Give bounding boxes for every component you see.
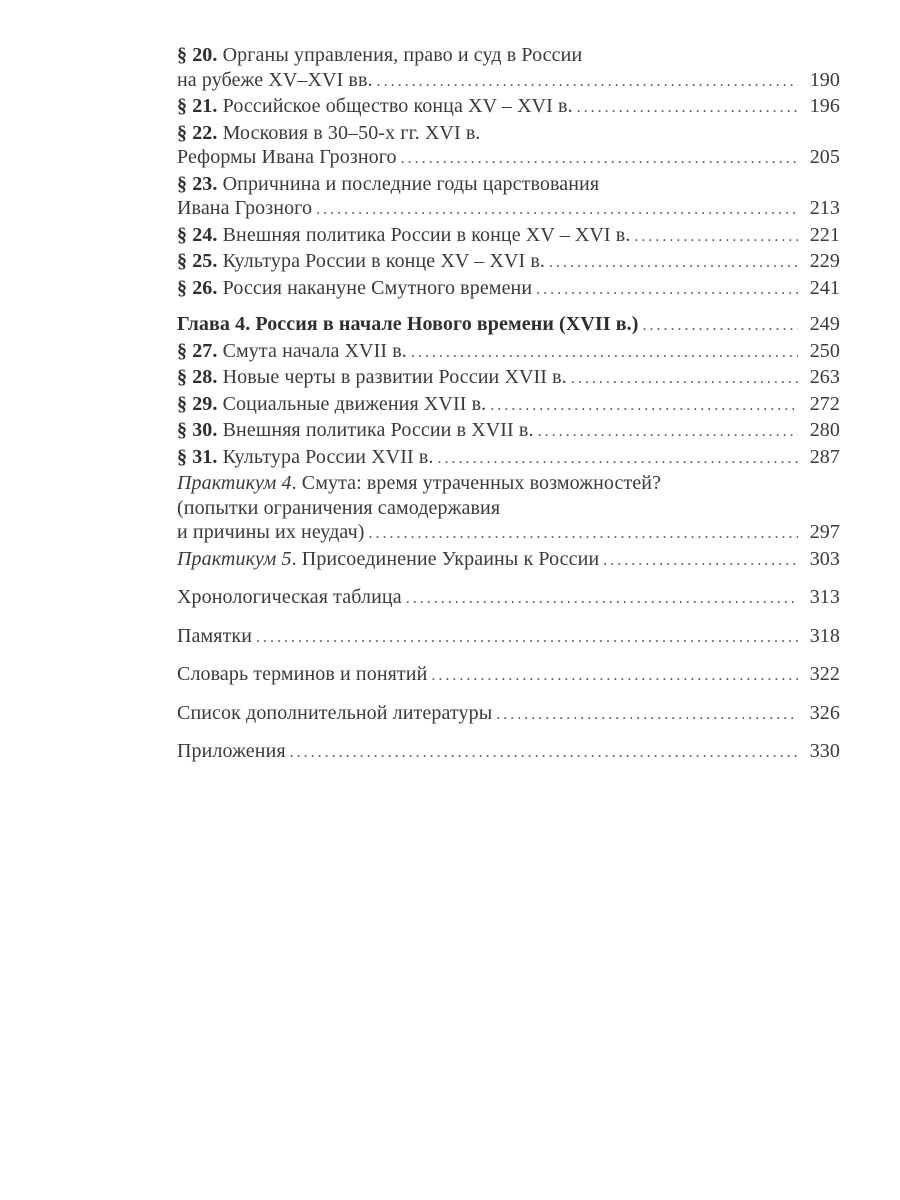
chapter-title: Глава 4. Россия в начале Нового времени (XVII в.): [177, 313, 639, 335]
leader-dots: [634, 225, 798, 250]
table-of-contents: [177, 43, 840, 766]
page-number: 280: [809, 419, 840, 441]
toc-entry-20[interactable]: [177, 43, 840, 94]
entry-title: Социальные движения XVII в.: [222, 392, 487, 415]
entry-title: Памятки: [177, 624, 253, 647]
practicum-label: Практикум 5: [177, 547, 292, 570]
leader-dots: [411, 341, 798, 366]
page-number: 190: [809, 68, 840, 91]
section-number: § 22.: [177, 121, 218, 144]
toc-appendix-memos[interactable]: [177, 624, 840, 651]
leader-dots: [290, 741, 798, 766]
leader-dots: [438, 447, 799, 472]
toc-entry-31[interactable]: [177, 445, 840, 472]
page-number: 322: [809, 663, 840, 685]
page-number: 287: [809, 445, 840, 468]
leader-dots: [643, 314, 798, 339]
page-number: 303: [809, 547, 840, 570]
page-number: 326: [809, 701, 840, 724]
entry-title-cont: Реформы Ивана Грозного: [177, 146, 397, 168]
leader-dots: [536, 278, 798, 303]
toc-appendix-attachments[interactable]: [177, 739, 840, 766]
leader-dots: [571, 367, 798, 392]
section-number: § 24.: [177, 223, 218, 246]
entry-title-cont: и причины их неудач): [177, 521, 365, 543]
entry-title: Опричнина и последние годы царствования: [222, 172, 600, 195]
section-number: § 31.: [177, 445, 218, 468]
entry-title: Культура России в конце XV – XVI в.: [222, 250, 545, 272]
entry-title: . Присоединение Украины к России: [291, 547, 600, 570]
toc-entry-26[interactable]: [177, 276, 840, 303]
toc-entry-25[interactable]: [177, 249, 840, 276]
leader-dots: [549, 251, 798, 276]
section-number: § 23.: [177, 172, 218, 195]
page-number: 250: [809, 339, 840, 362]
toc-entry-24[interactable]: [177, 223, 840, 250]
leader-dots: [538, 420, 798, 445]
toc-entry-30[interactable]: [177, 418, 840, 445]
section-number: § 29.: [177, 392, 218, 415]
entry-title-cont: на рубеже XV–XVI вв.: [177, 68, 373, 91]
page-number: 330: [809, 740, 840, 762]
page-number: 196: [809, 95, 840, 117]
section-number: § 25.: [177, 250, 218, 272]
section-number: § 21.: [177, 95, 218, 117]
toc-practicum-4[interactable]: [177, 471, 840, 547]
page-number: 318: [809, 624, 840, 647]
section-number: § 20.: [177, 44, 218, 66]
practicum-label: Практикум 4: [177, 472, 292, 494]
entry-title: Смута начала XVII в.: [222, 339, 407, 362]
entry-title: Российское общество конца XV – XVI в.: [222, 95, 573, 117]
entry-title: Словарь терминов и понятий: [177, 663, 428, 685]
toc-appendix-chronology[interactable]: [177, 585, 840, 612]
page-number: 229: [809, 250, 840, 272]
page-number: 313: [809, 586, 840, 608]
page-number: 297: [809, 521, 840, 543]
entry-title: Внешняя политика России в XVII в.: [222, 419, 534, 441]
page-number: 213: [809, 197, 840, 219]
entry-title: Приложения: [177, 740, 286, 762]
toc-chapter-4[interactable]: [177, 312, 840, 339]
page-number: 249: [809, 313, 840, 335]
section-number: § 27.: [177, 339, 218, 362]
leader-dots: [316, 198, 798, 223]
section-number: § 26.: [177, 276, 218, 299]
section-number: § 28.: [177, 366, 218, 388]
toc-entry-27[interactable]: [177, 339, 840, 366]
entry-title: Органы управления, право и суд в России: [222, 44, 583, 66]
toc-entry-29[interactable]: [177, 392, 840, 419]
leader-dots: [369, 522, 798, 547]
entry-title: Культура России XVII в.: [222, 445, 434, 468]
toc-entry-21[interactable]: [177, 94, 840, 121]
leader-dots: [431, 664, 798, 689]
toc-practicum-5[interactable]: [177, 547, 840, 574]
leader-dots: [377, 70, 798, 95]
leader-dots: [490, 394, 798, 419]
leader-dots: [603, 549, 798, 574]
toc-appendix-literature[interactable]: [177, 701, 840, 728]
toc-entry-23[interactable]: [177, 172, 840, 223]
entry-title-cont: (попытки ограничения самодержавия: [177, 496, 501, 519]
entry-title: Хронологическая таблица: [177, 586, 402, 608]
page-number: 241: [809, 276, 840, 299]
entry-title: Россия накануне Смутного времени: [222, 276, 533, 299]
entry-title: Список дополнительной литературы: [177, 701, 493, 724]
leader-dots: [577, 96, 798, 121]
entry-title-cont: Ивана Грозного: [177, 197, 313, 219]
page-number: 263: [809, 366, 840, 388]
entry-title: Внешняя политика России в конце XV – XVI в.: [222, 223, 631, 246]
entry-title: Новые черты в развитии России XVII в.: [222, 366, 567, 388]
entry-title: Московия в 30–50-х гг. XVI в.: [222, 121, 481, 144]
leader-dots: [256, 626, 798, 651]
leader-dots: [406, 587, 798, 612]
section-number: § 30.: [177, 419, 218, 441]
toc-entry-22[interactable]: [177, 121, 840, 172]
leader-dots: [496, 703, 798, 728]
entry-title: . Смута: время утраченных возможностей?: [291, 472, 662, 494]
page-number: 221: [809, 223, 840, 246]
page-number: 205: [809, 146, 840, 168]
leader-dots: [401, 147, 798, 172]
page-number: 272: [809, 392, 840, 415]
toc-appendix-glossary[interactable]: [177, 662, 840, 689]
toc-entry-28[interactable]: [177, 365, 840, 392]
